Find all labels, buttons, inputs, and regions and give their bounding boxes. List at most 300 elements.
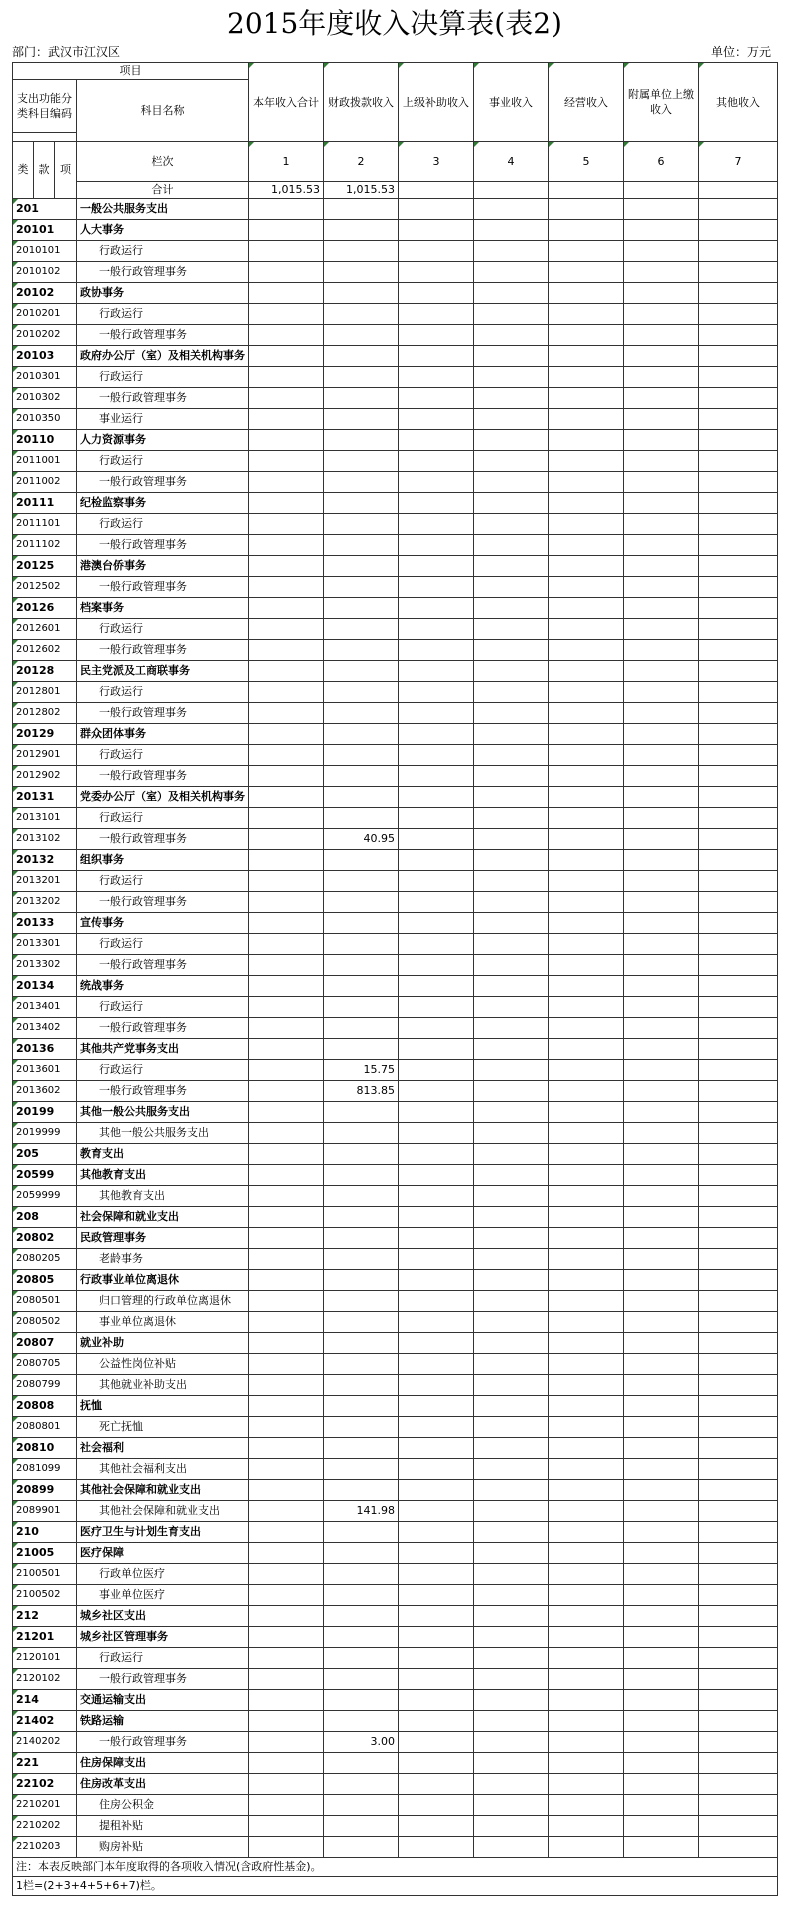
row-value-5: [549, 724, 624, 745]
table-row: [13, 1753, 778, 1774]
row-value-3: [399, 934, 474, 955]
row-value-7: [699, 1018, 778, 1039]
row-value-4: [474, 913, 549, 934]
row-subject-name: 行政运行: [77, 451, 249, 472]
col-number-3: 3: [399, 142, 474, 182]
row-value-4: [474, 1837, 549, 1858]
row-value-4: [474, 1123, 549, 1144]
row-value-1: [249, 241, 324, 262]
row-value-5: [549, 262, 624, 283]
row-value-4: [474, 346, 549, 367]
row-code: 20129: [13, 724, 77, 745]
row-value-4: [474, 514, 549, 535]
row-code: 214: [13, 1690, 77, 1711]
row-value-2: [324, 808, 399, 829]
table-row: [13, 1837, 778, 1858]
row-value-7: [699, 1753, 778, 1774]
row-value-7: [699, 1543, 778, 1564]
row-value-3: [399, 199, 474, 220]
row-value-4: [474, 1291, 549, 1312]
row-value-6: [624, 535, 699, 556]
header-subject-name: 科目名称: [77, 80, 249, 142]
row-value-4: [474, 703, 549, 724]
row-code: 2080705: [13, 1354, 77, 1375]
row-code: 2013102: [13, 829, 77, 850]
row-value-6: [624, 1648, 699, 1669]
row-value-6: [624, 829, 699, 850]
row-value-5: [549, 451, 624, 472]
row-value-4: [474, 1648, 549, 1669]
row-value-6: [624, 1144, 699, 1165]
header-col-operating: 经营收入: [549, 63, 624, 142]
row-value-7: [699, 1291, 778, 1312]
income-final-accounts-table: [12, 62, 778, 1896]
row-value-2: [324, 766, 399, 787]
row-value-2: [324, 1648, 399, 1669]
row-subject-name: 其他社会福利支出: [77, 1459, 249, 1480]
col-number-7: 7: [699, 142, 778, 182]
table-row: [13, 493, 778, 514]
row-value-3: [399, 808, 474, 829]
row-value-2: [324, 1459, 399, 1480]
row-value-5: [549, 325, 624, 346]
table-row: [13, 556, 778, 577]
row-value-6: [624, 1606, 699, 1627]
row-value-6: [624, 745, 699, 766]
row-code: 2010301: [13, 367, 77, 388]
row-subject-name: 民政管理事务: [77, 1228, 249, 1249]
row-value-4: [474, 976, 549, 997]
row-value-5: [549, 1627, 624, 1648]
table-row: [13, 514, 778, 535]
row-value-1: [249, 640, 324, 661]
row-value-3: [399, 997, 474, 1018]
row-value-1: [249, 1690, 324, 1711]
table-row: [13, 1585, 778, 1606]
row-value-2: 15.75: [324, 1060, 399, 1081]
row-value-7: [699, 598, 778, 619]
row-value-6: [624, 577, 699, 598]
row-value-4: [474, 199, 549, 220]
row-value-3: [399, 787, 474, 808]
row-value-3: [399, 1018, 474, 1039]
row-value-2: 141.98: [324, 1501, 399, 1522]
table-row: [13, 1165, 778, 1186]
row-value-6: [624, 220, 699, 241]
row-subject-name: 公益性岗位补贴: [77, 1354, 249, 1375]
row-code: 2011001: [13, 451, 77, 472]
row-value-6: [624, 1837, 699, 1858]
row-value-1: [249, 1522, 324, 1543]
row-value-3: [399, 703, 474, 724]
row-subject-name: 人大事务: [77, 220, 249, 241]
row-value-1: [249, 682, 324, 703]
row-value-6: [624, 325, 699, 346]
row-value-1: [249, 1207, 324, 1228]
col-number-5: 5: [549, 142, 624, 182]
row-value-1: [249, 1081, 324, 1102]
row-value-7: [699, 1816, 778, 1837]
unit-label: 单位：万元: [710, 45, 771, 59]
row-value-1: [249, 703, 324, 724]
row-value-1: [249, 1123, 324, 1144]
row-code: 20126: [13, 598, 77, 619]
table-body: [13, 199, 778, 1858]
row-value-2: 40.95: [324, 829, 399, 850]
row-code: 2012901: [13, 745, 77, 766]
row-value-4: [474, 1312, 549, 1333]
row-value-2: [324, 1354, 399, 1375]
row-value-7: [699, 262, 778, 283]
row-subject-name: 老龄事务: [77, 1249, 249, 1270]
table-row: [13, 1018, 778, 1039]
row-value-5: [549, 1354, 624, 1375]
row-value-1: [249, 1501, 324, 1522]
row-subject-name: 其他一般公共服务支出: [77, 1102, 249, 1123]
row-value-1: [249, 1816, 324, 1837]
table-row: [13, 388, 778, 409]
row-value-1: [249, 892, 324, 913]
row-value-4: [474, 1207, 549, 1228]
row-value-3: [399, 388, 474, 409]
row-code: 2013402: [13, 1018, 77, 1039]
row-value-6: [624, 934, 699, 955]
table-row: [13, 1543, 778, 1564]
row-value-1: [249, 619, 324, 640]
header-col-total: 本年收入合计: [249, 63, 324, 142]
row-value-4: [474, 430, 549, 451]
row-value-4: [474, 1501, 549, 1522]
row-value-6: [624, 199, 699, 220]
row-value-3: [399, 430, 474, 451]
row-value-6: [624, 1690, 699, 1711]
row-value-3: [399, 1417, 474, 1438]
row-subject-name: 事业单位医疗: [77, 1585, 249, 1606]
row-value-6: [624, 556, 699, 577]
row-value-3: [399, 1648, 474, 1669]
row-code: 205: [13, 1144, 77, 1165]
row-code: 20136: [13, 1039, 77, 1060]
row-value-3: [399, 220, 474, 241]
row-value-1: [249, 1774, 324, 1795]
row-value-6: [624, 1165, 699, 1186]
row-value-7: [699, 955, 778, 976]
row-value-1: [249, 661, 324, 682]
row-value-3: [399, 682, 474, 703]
row-value-5: [549, 808, 624, 829]
row-value-6: [624, 850, 699, 871]
row-value-2: [324, 577, 399, 598]
table-row: [13, 1816, 778, 1837]
row-value-3: [399, 1333, 474, 1354]
row-value-1: [249, 913, 324, 934]
header-xiang: 项: [55, 142, 77, 199]
table-row: [13, 892, 778, 913]
row-value-2: [324, 1249, 399, 1270]
row-value-6: [624, 1102, 699, 1123]
row-subject-name: 城乡社区支出: [77, 1606, 249, 1627]
row-value-2: [324, 241, 399, 262]
row-value-3: [399, 1522, 474, 1543]
row-value-5: [549, 1501, 624, 1522]
row-code: 212: [13, 1606, 77, 1627]
row-value-4: [474, 871, 549, 892]
row-value-1: [249, 451, 324, 472]
row-value-6: [624, 346, 699, 367]
row-value-5: [549, 535, 624, 556]
row-value-1: [249, 409, 324, 430]
row-value-6: [624, 1543, 699, 1564]
row-value-5: [549, 1123, 624, 1144]
row-value-1: [249, 1165, 324, 1186]
row-value-7: [699, 1039, 778, 1060]
row-value-7: [699, 1795, 778, 1816]
row-code: 2080801: [13, 1417, 77, 1438]
row-value-5: [549, 388, 624, 409]
table-row: [13, 913, 778, 934]
row-subject-name: 社会福利: [77, 1438, 249, 1459]
row-subject-name: 其他教育支出: [77, 1186, 249, 1207]
row-value-5: [549, 1102, 624, 1123]
table-row: [13, 241, 778, 262]
row-value-1: [249, 1396, 324, 1417]
table-row: [13, 220, 778, 241]
row-value-3: [399, 976, 474, 997]
row-value-4: [474, 262, 549, 283]
row-value-6: [624, 1669, 699, 1690]
table-row: [13, 1228, 778, 1249]
row-subject-name: 一般行政管理事务: [77, 388, 249, 409]
table-row: [13, 997, 778, 1018]
row-value-2: [324, 451, 399, 472]
row-value-7: [699, 1207, 778, 1228]
row-value-5: [549, 1837, 624, 1858]
row-value-2: [324, 787, 399, 808]
table-row: [13, 283, 778, 304]
row-value-7: [699, 1102, 778, 1123]
row-value-6: [624, 598, 699, 619]
row-value-3: [399, 1207, 474, 1228]
row-subject-name: 行政运行: [77, 997, 249, 1018]
row-value-6: [624, 451, 699, 472]
row-value-6: [624, 1291, 699, 1312]
row-subject-name: 行政运行: [77, 808, 249, 829]
row-value-5: [549, 1543, 624, 1564]
row-value-2: [324, 892, 399, 913]
row-code: 2120101: [13, 1648, 77, 1669]
table-row: [13, 1060, 778, 1081]
row-value-7: [699, 1669, 778, 1690]
row-value-7: [699, 787, 778, 808]
row-value-6: [624, 703, 699, 724]
table-row: [13, 1270, 778, 1291]
row-value-4: [474, 283, 549, 304]
row-value-3: [399, 766, 474, 787]
row-code: 2010102: [13, 262, 77, 283]
row-value-5: [549, 346, 624, 367]
row-value-3: [399, 1711, 474, 1732]
row-subject-name: 一般行政管理事务: [77, 472, 249, 493]
row-code: 2120102: [13, 1669, 77, 1690]
row-value-7: [699, 1438, 778, 1459]
table-row: [13, 451, 778, 472]
row-value-7: [699, 199, 778, 220]
row-value-7: [699, 1081, 778, 1102]
row-value-2: [324, 199, 399, 220]
row-value-5: [549, 787, 624, 808]
table-row: [13, 325, 778, 346]
row-value-2: [324, 1417, 399, 1438]
row-value-5: [549, 1270, 624, 1291]
table-row: [13, 745, 778, 766]
row-subject-name: 归口管理的行政单位离退休: [77, 1291, 249, 1312]
row-code: 21005: [13, 1543, 77, 1564]
row-value-4: [474, 1144, 549, 1165]
row-subject-name: 一般行政管理事务: [77, 829, 249, 850]
row-value-1: [249, 535, 324, 556]
row-value-4: [474, 535, 549, 556]
row-value-2: [324, 745, 399, 766]
row-value-3: [399, 514, 474, 535]
row-value-1: [249, 1291, 324, 1312]
row-value-4: [474, 745, 549, 766]
table-row: [13, 1774, 778, 1795]
row-value-4: [474, 1102, 549, 1123]
row-value-7: [699, 1228, 778, 1249]
row-subject-name: 行政运行: [77, 367, 249, 388]
row-subject-name: 购房补贴: [77, 1837, 249, 1858]
row-value-1: [249, 325, 324, 346]
row-subject-name: 人力资源事务: [77, 430, 249, 451]
row-value-5: [549, 1144, 624, 1165]
row-value-6: [624, 388, 699, 409]
row-value-4: [474, 451, 549, 472]
row-code: 208: [13, 1207, 77, 1228]
header-col-affiliated: 附属单位上缴收入: [624, 63, 699, 142]
table-row: [13, 1333, 778, 1354]
table-row: [13, 577, 778, 598]
row-subject-name: 一般行政管理事务: [77, 1669, 249, 1690]
row-value-5: [549, 1753, 624, 1774]
row-code: 2019999: [13, 1123, 77, 1144]
row-value-1: [249, 1102, 324, 1123]
row-value-3: [399, 1270, 474, 1291]
row-value-3: [399, 1144, 474, 1165]
row-subject-name: 一般行政管理事务: [77, 892, 249, 913]
row-value-7: [699, 724, 778, 745]
row-value-5: [549, 871, 624, 892]
row-code: 210: [13, 1522, 77, 1543]
row-code: 2080205: [13, 1249, 77, 1270]
row-value-3: [399, 1081, 474, 1102]
table-row: [13, 1480, 778, 1501]
row-subject-name: 一般行政管理事务: [77, 703, 249, 724]
row-subject-name: 其他就业补助支出: [77, 1375, 249, 1396]
row-code: 2210202: [13, 1816, 77, 1837]
row-code: 22102: [13, 1774, 77, 1795]
row-code: 2013602: [13, 1081, 77, 1102]
row-value-5: [549, 703, 624, 724]
row-value-6: [624, 1228, 699, 1249]
row-value-6: [624, 787, 699, 808]
row-value-3: [399, 1585, 474, 1606]
row-value-3: [399, 262, 474, 283]
row-value-3: [399, 1795, 474, 1816]
row-value-2: [324, 703, 399, 724]
row-value-3: [399, 1291, 474, 1312]
row-subject-name: 就业补助: [77, 1333, 249, 1354]
total-value-6: [624, 182, 699, 199]
row-value-3: [399, 346, 474, 367]
row-value-1: [249, 955, 324, 976]
row-value-1: [249, 1312, 324, 1333]
table-row: [13, 724, 778, 745]
table-row: [13, 976, 778, 997]
row-subject-name: 一般行政管理事务: [77, 640, 249, 661]
row-value-4: [474, 619, 549, 640]
row-value-2: [324, 1396, 399, 1417]
table-row: [13, 346, 778, 367]
row-value-2: [324, 1375, 399, 1396]
row-value-6: [624, 1375, 699, 1396]
row-subject-name: 统战事务: [77, 976, 249, 997]
row-subject-name: 教育支出: [77, 1144, 249, 1165]
row-value-1: [249, 787, 324, 808]
row-code: 20132: [13, 850, 77, 871]
row-value-1: [249, 1354, 324, 1375]
row-code: 20133: [13, 913, 77, 934]
row-value-1: [249, 1711, 324, 1732]
footnote-1: 注：本表反映部门本年度取得的各项收入情况(含政府性基金)。: [13, 1858, 778, 1877]
row-value-6: [624, 1522, 699, 1543]
table-row: [13, 409, 778, 430]
table-row: [13, 1354, 778, 1375]
row-value-2: [324, 682, 399, 703]
row-value-5: [549, 766, 624, 787]
row-code: 2012802: [13, 703, 77, 724]
row-value-2: [324, 1228, 399, 1249]
row-value-1: [249, 1249, 324, 1270]
row-value-1: [249, 220, 324, 241]
row-value-2: [324, 1795, 399, 1816]
row-value-3: [399, 1249, 474, 1270]
row-code: 2011002: [13, 472, 77, 493]
row-value-4: [474, 1438, 549, 1459]
row-code: 21402: [13, 1711, 77, 1732]
table-row: [13, 1795, 778, 1816]
row-value-7: [699, 577, 778, 598]
row-value-3: [399, 1543, 474, 1564]
row-value-2: [324, 304, 399, 325]
row-value-6: [624, 976, 699, 997]
row-value-1: [249, 283, 324, 304]
row-value-5: [549, 1606, 624, 1627]
row-value-7: [699, 367, 778, 388]
row-value-7: [699, 850, 778, 871]
row-code: 20802: [13, 1228, 77, 1249]
row-value-7: [699, 1249, 778, 1270]
row-value-4: [474, 1396, 549, 1417]
table-row: [13, 1732, 778, 1753]
row-value-6: [624, 1564, 699, 1585]
row-value-6: [624, 766, 699, 787]
row-code: 20111: [13, 493, 77, 514]
table-row: [13, 1564, 778, 1585]
row-value-4: [474, 304, 549, 325]
row-value-2: [324, 262, 399, 283]
row-value-4: [474, 1060, 549, 1081]
table-row: [13, 1501, 778, 1522]
